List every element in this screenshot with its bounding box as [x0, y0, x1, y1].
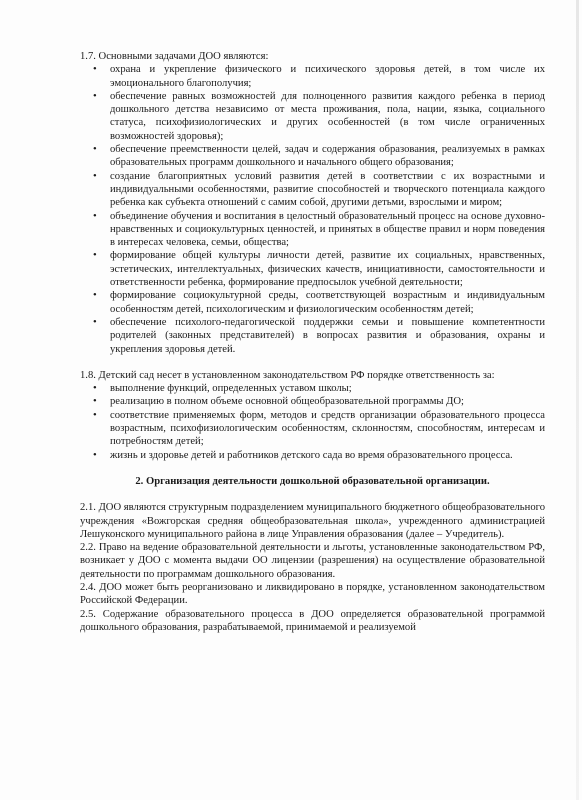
list-item: • реализацию в полном объеме основной общеобразовательной программы ДО;	[93, 396, 464, 408]
list-item: • охрана и укрепление физического и психического здоровья детей, в том числе их эмоционального благополучия;	[93, 64, 545, 89]
bullet-icon: •	[93, 250, 97, 262]
list-item: • обеспечение психолого-педагогической поддержки семьи и повышение компетентности родителей (законных представителей) в вопросах развития и образования, охраны и укрепления здоровья детей.	[93, 316, 545, 355]
bullet-icon: •	[93, 316, 97, 328]
bullet-icon: •	[93, 409, 97, 421]
paragraph-2-2: 2.2. Право на ведение образовательной деятельности и льготы, установленные законодательством РФ, возникает у ДОО с момента выдачи ОО лицензии (разрешения) на осуществление образовательной деятельности по программам дошкольного образования.	[80, 542, 545, 580]
bullet-icon: •	[93, 64, 97, 76]
list-item: • обеспечение равных возможностей для полноценного развития каждого ребенка в период дошкольного детства независимо от места проживания, пола, нации, языка, социального статуса, психофизиологических и других особенностей (в том числе ограниченных возможностей здоровья);	[93, 90, 545, 142]
list-item: • соответствие применяемых форм, методов и средств организации образовательного процесса возрастным, психофизиологическим особенностям, склонностям, способностям, интересам и потребностям детей;	[93, 409, 545, 448]
section-1-7-list	[80, 63, 545, 356]
section-1-7-heading: 1.7. Основными задачами ДОО являются:	[80, 51, 269, 62]
list-item: • выполнение функций, определенных уставом школы;	[93, 383, 352, 395]
bullet-icon: •	[93, 383, 97, 395]
section-1-8-list	[80, 382, 545, 462]
list-item: • формирование социокультурной среды, соответствующей возрастным и индивидуальным особенностям детей, психологическим и физиологическим особенностям детей;	[93, 290, 545, 315]
bullet-icon: •	[93, 90, 97, 102]
paragraph-2-5: 2.5. Содержание образовательного процесса в ДОО определяется образовательной программой дошкольного образования, разрабатываемой, принимаемой и реализуемой	[80, 608, 545, 633]
bullet-icon: •	[93, 396, 97, 408]
list-item: • жизнь и здоровье детей и работников детского сада во время образовательного процесса.	[93, 449, 513, 461]
section-1-8-heading: 1.8. Детский сад несет в установленном законодательством РФ порядке ответственность за:	[80, 369, 495, 381]
bullet-icon: •	[93, 290, 97, 302]
list-item: • обеспечение преемственности целей, задач и содержания образования, реализуемых в рамках образовательных программ дошкольного и начального общего образования;	[93, 144, 545, 169]
list-item: • создание благоприятных условий развития детей в соответствии с их возрастными и индивидуальными особенностями, развитие способностей и творческого потенциала каждого ребенка как субъекта отношений с самим собой, другими детьми, взрослыми и миром;	[93, 170, 545, 209]
document-body	[80, 50, 545, 634]
bullet-icon: •	[93, 144, 97, 156]
list-item: • формирование общей культуры личности детей, развитие их социальных, нравственных, эстетических, интеллектуальных, физических качеств, инициативности, самостоятельности и ответственности ребенка, формирование предпосылок учебной деятельности;	[93, 250, 545, 289]
bullet-icon: •	[93, 170, 97, 182]
list-item: • объединение обучения и воспитания в целостный образовательный процесс на основе духовно-нравственных и социокультурных ценностей, и принятых в обществе правил и норм поведения в интересах человека, семьи, общества;	[93, 210, 545, 249]
spacer	[80, 488, 545, 501]
scan-edge	[576, 0, 579, 800]
paragraph-2-1: 2.1. ДОО являются структурным подразделением муниципального бюджетного общеобразовательного учреждения «Вожгорская средняя общеобразовательная школа», учрежденного администрацией Лешуконского муниципального района в лице Управления образования (далее – Учредитель).	[80, 502, 545, 540]
paragraph-2-4: 2.4. ДОО может быть реорганизовано и ликвидировано в порядке, установленном законодательством Российской Федерации.	[80, 581, 545, 607]
section-2-title: 2. Организация деятельности дошкольной образовательной организации.	[135, 475, 490, 487]
bullet-icon: •	[93, 210, 97, 222]
spacer	[80, 356, 545, 369]
spacer	[80, 462, 545, 475]
bullet-icon: •	[93, 449, 97, 461]
